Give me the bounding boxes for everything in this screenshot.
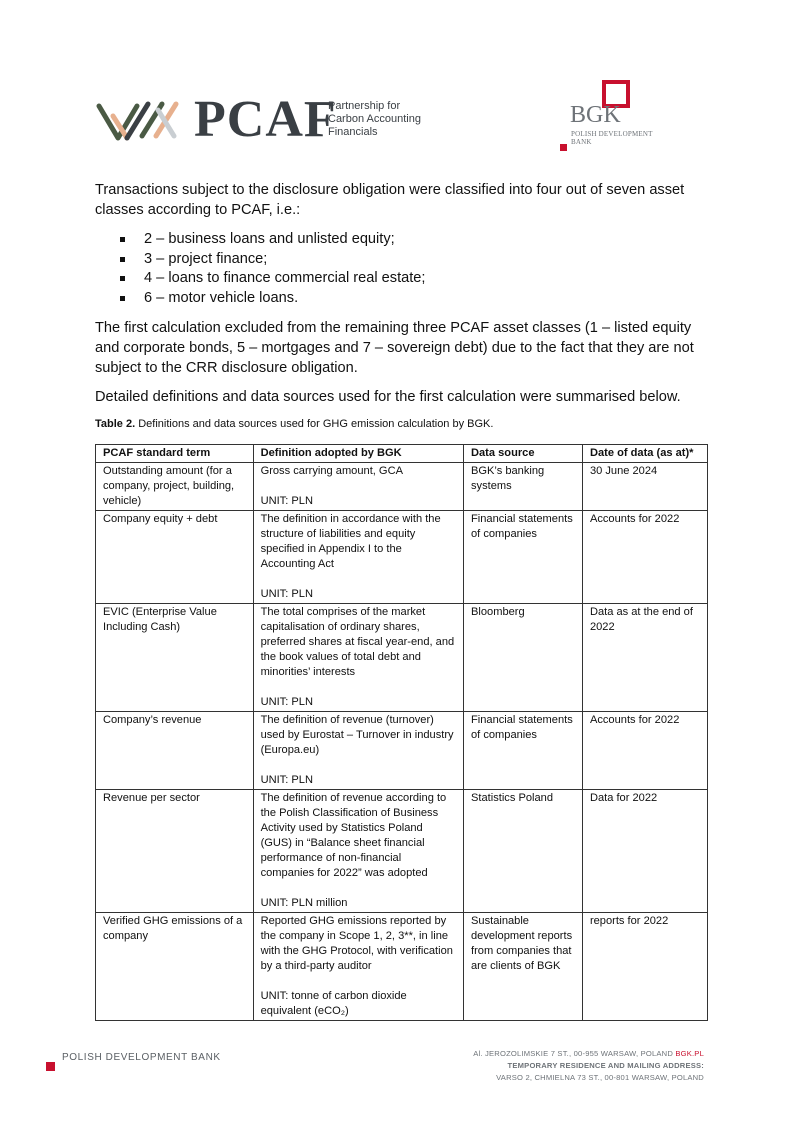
date-cell: Data as at the end of 2022 <box>582 604 707 712</box>
address-line: VARSO 2, CHMIELNA 73 ST., 00-801 WARSAW, POLAND <box>496 1073 704 1082</box>
table-row <box>96 511 708 604</box>
table-caption-text: Definitions and data sources used for GHG emission calculation by BGK. <box>135 418 494 430</box>
column-header: Data source <box>464 445 583 463</box>
bgk-dot-icon <box>560 144 567 151</box>
table-row <box>96 463 708 511</box>
term-cell: EVIC (Enterprise Value Including Cash) <box>96 604 254 712</box>
definition-cell: The total comprises of the market capitalisation of ordinary shares, preferred shares at fiscal year-end, and the book values of total debt and minorities’ interests UNIT: PLN <box>253 604 463 712</box>
source-cell: BGK’s banking systems <box>464 463 583 511</box>
date-cell: Accounts for 2022 <box>582 712 707 790</box>
unit-text: UNIT: PLN <box>260 696 313 708</box>
pcaf-chevron-mark-icon <box>96 92 188 148</box>
unit-text: UNIT: PLN million <box>260 897 348 909</box>
source-cell: Sustainable development reports from companies that are clients of BGK <box>464 913 583 1021</box>
unit-text: UNIT: tonne of carbon dioxide equivalent (eCO₂) <box>260 990 407 1017</box>
excluded-paragraph: The first calculation excluded from the remaining three PCAF asset classes (1 – listed equity and corporate bonds, 5 – mortgages and 7 – sovereign debt) due to the fact that they are not subject to the CRR disclosure obligation. <box>95 320 694 376</box>
definition-cell: The definition of revenue (turnover) used by Eurostat – Turnover in industry (Europa.eu) UNIT: PLN <box>253 712 463 790</box>
pcaf-tagline: Partnership for Carbon Accounting Financials <box>328 100 421 138</box>
footer-address <box>473 1048 704 1084</box>
source-cell: Bloomberg <box>464 604 583 712</box>
bgk-wordmark: BGK <box>570 102 621 128</box>
detailed-paragraph: Detailed definitions and data sources used for the first calculation were summarised below. <box>95 389 681 405</box>
term-cell: Company’s revenue <box>96 712 254 790</box>
term-cell: Revenue per sector <box>96 790 254 913</box>
list-item: 2 – business loans and unlisted equity; <box>118 230 425 250</box>
address-line: Al. JEROZOLIMSKIE 7 ST., 00-955 WARSAW, POLAND <box>473 1049 676 1058</box>
list-item: 3 – project finance; <box>118 250 425 270</box>
address-line: TEMPORARY RESIDENCE AND MAILING ADDRESS: <box>507 1061 704 1070</box>
intro-paragraph: Transactions subject to the disclosure obligation were classified into four out of seven asset classes according to PCAF, i.e.: <box>95 182 685 218</box>
date-cell: 30 June 2024 <box>582 463 707 511</box>
list-item: 6 – motor vehicle loans. <box>118 289 425 309</box>
term-cell: Company equity + debt <box>96 511 254 604</box>
table-caption <box>95 418 493 430</box>
definitions-table <box>95 444 708 1021</box>
bgk-subtitle: POLISH DEVELOPMENT BANK <box>571 130 653 146</box>
definition-cell: Gross carrying amount, GCA UNIT: PLN <box>253 463 463 511</box>
bgk-logo <box>568 80 678 152</box>
date-cell: Data for 2022 <box>582 790 707 913</box>
unit-text: UNIT: PLN <box>260 588 313 600</box>
pcaf-wordmark: PCAF <box>194 91 337 148</box>
table-row <box>96 604 708 712</box>
asset-class-list <box>118 230 425 309</box>
table-caption-label: Table 2. <box>95 418 136 430</box>
date-cell: Accounts for 2022 <box>582 511 707 604</box>
column-header: Date of data (as at)* <box>582 445 707 463</box>
unit-text: UNIT: PLN <box>260 495 313 507</box>
pcaf-logo <box>96 92 436 148</box>
column-header: PCAF standard term <box>96 445 254 463</box>
table-row <box>96 790 708 913</box>
term-cell: Outstanding amount (for a company, project, building, vehicle) <box>96 463 254 511</box>
website-link[interactable]: BGK.PL <box>675 1049 704 1058</box>
unit-text: UNIT: PLN <box>260 774 313 786</box>
definition-cell: Reported GHG emissions reported by the company in Scope 1, 2, 3**, in line with the GHG Protocol, with verification by a third-party auditor UNIT: tonne of carbon dioxide equivalent (eCO₂) <box>253 913 463 1021</box>
source-cell: Statistics Poland <box>464 790 583 913</box>
table-row <box>96 712 708 790</box>
definition-cell: The definition of revenue according to the Polish Classification of Business Activity used by Statistics Poland (GUS) in “Balance sheet financial performance of non-financial companies for 2022” was adopted UNIT: PLN million <box>253 790 463 913</box>
footer-dot-icon <box>46 1062 55 1071</box>
column-header: Definition adopted by BGK <box>253 445 463 463</box>
table-row <box>96 913 708 1021</box>
term-cell: Verified GHG emissions of a company <box>96 913 254 1021</box>
source-cell: Financial statements of companies <box>464 712 583 790</box>
definition-cell: The definition in accordance with the structure of liabilities and equity specified in Appendix I to the Accounting Act UNIT: PLN <box>253 511 463 604</box>
list-item: 4 – loans to finance commercial real estate; <box>118 269 425 289</box>
source-cell: Financial statements of companies <box>464 511 583 604</box>
date-cell: reports for 2022 <box>582 913 707 1021</box>
table-header-row <box>96 445 708 463</box>
footer-bank-name: POLISH DEVELOPMENT BANK <box>62 1052 221 1063</box>
